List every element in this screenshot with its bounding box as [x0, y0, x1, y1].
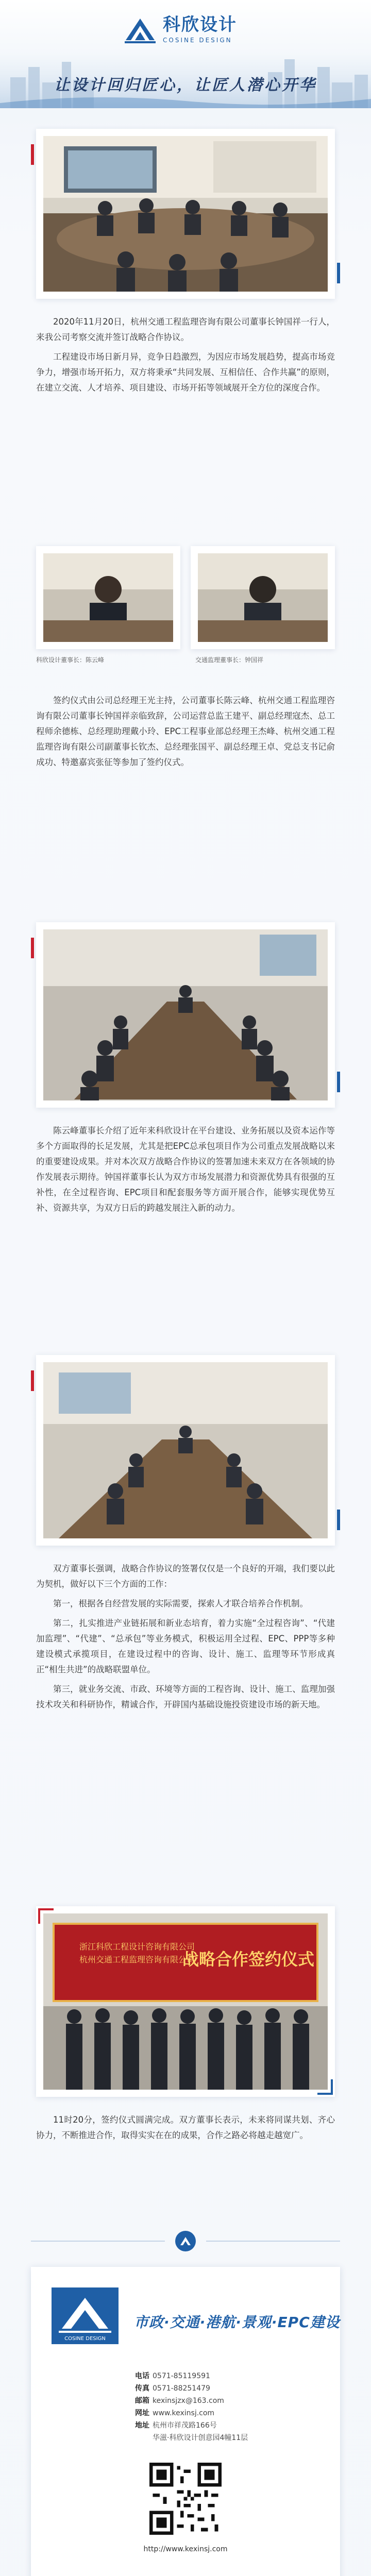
brand-name-cn: 科欣设计: [163, 14, 237, 35]
paragraph: 陈云峰董事长介绍了近年来科欣设计在平台建设、业务拓展以及资本运作等多个方面取得的长足发展，尤其是把EPC总承包项目作为公司重点发展战略以来的重要建设成果。并对本次双方战略合作协议的签署加速未来双方在各领域的协作发展表示期待。钟国祥董事长认为双方市场发展潜力和资源优势具有很强的互补性，在全过程咨询、EPC项目和配套服务等方面开展合作，能够实现优势互补、资源共享，为双方日后的跨越发展注入新的动力。: [36, 1126, 335, 1213]
contact-label: 网址: [135, 2409, 149, 2417]
signing-ceremony-illustration: [43, 1913, 328, 2090]
paragraph: 签约仪式由公司总经理王光主持，公司董事长陈云峰、杭州交通工程监理咨询有限公司董事长钟国祥亲临致辞，公司运营总监王建平、副总经理寇杰、总工程师余德栋、总经理助理戴小玲、EPC工程事业部总经理王杰峰、杭州交通工程监理咨询有限公司副董事长钦杰、总经理张国平、副总经理王卓、党总支书记俞成功、特邀嘉宾张征等参加了签约仪式。: [36, 696, 335, 767]
meeting-room-photo: [43, 136, 328, 292]
contact-value: 杭州市祥茂路166号: [153, 2421, 217, 2430]
accent-bar: [337, 1510, 340, 1530]
header-banner: [0, 0, 371, 108]
contact-value: 0571-88251479: [153, 2384, 210, 2393]
footer-tagline: 市政·交通·港航·景观·EPC建设: [134, 2314, 340, 2331]
paragraph: 11时20分，签约仪式圆满完成。双方董事长表示，未来将同谋共划、齐心协力，不断推进合作，取得实实在在的成果，合作之路必将越走越宽广。: [36, 2115, 335, 2140]
portrait-illustration: [43, 553, 173, 642]
paragraph-group-4: [36, 1561, 335, 1717]
accent-bar: [31, 938, 34, 958]
portrait-captions: [36, 655, 335, 664]
photo-card-2: [36, 922, 335, 1108]
paragraph: 第二，扎实推进产业链拓展和新业态培育，着力实施“全过程咨询”、“代建加监理”、“代建”、“总承包”等业务模式，积极运用全过程、EPC、PPP等多种建设模式承揽项目，在建设过程中的咨询、设计、施工、监理等环节形成真正“相生共进”的战略联盟单位。: [36, 1618, 335, 1674]
portrait-photo: [198, 553, 328, 642]
paragraph: 第一，根据各自经营发展的实际需要，探索人才联合培养合作机制。: [53, 1599, 308, 1608]
banner-title: 战略合作签约仪式: [182, 1950, 315, 1969]
contact-row-email: [113, 2395, 319, 2407]
portrait-card-right: [191, 546, 335, 649]
paragraph-group-2: [36, 693, 335, 774]
portrait-card-left: [36, 546, 180, 649]
contact-value[interactable]: 0571-85119591: [153, 2372, 210, 2380]
divider-badge: [175, 2231, 196, 2251]
brand-mini-icon: [179, 2236, 192, 2246]
long-table-illustration: [43, 1362, 328, 1538]
photo-card-3: [36, 1355, 335, 1546]
accent-bar: [337, 1072, 340, 1092]
contact-info: [113, 2370, 319, 2444]
accent-bar: [31, 1370, 34, 1391]
signing-ceremony-photo: [43, 1913, 328, 2090]
accent-bar: [31, 144, 34, 165]
banner-line-2: 杭州交通工程监理咨询有限公司: [79, 1955, 195, 1964]
meeting-table-illustration: [43, 929, 328, 1100]
paragraph-group-5: [36, 2112, 335, 2147]
contact-row-address-2: [113, 2432, 319, 2444]
portrait-photo: [43, 553, 173, 642]
contact-row-phone: [113, 2370, 319, 2382]
paragraph-group-1: [36, 314, 335, 400]
brand-logo: [124, 9, 247, 50]
contact-row-address: [113, 2419, 319, 2432]
paragraph-group-3: [36, 1123, 335, 1220]
photo-card-1: [36, 129, 335, 299]
portrait-illustration: [198, 553, 328, 642]
paragraph: 第三，就业务交流、市政、环境等方面的工程咨询、设计、施工、监理加强技术攻关和科研协作，精诚合作，开辟国内基础设施投资建设市场的新天地。: [36, 1684, 335, 1709]
caption-right: 交通监理董事长：钟国祥: [195, 656, 264, 664]
footer-site-url[interactable]: http://www.kexinsj.com: [143, 2545, 228, 2553]
paragraph: 工程建设市场日新月异，竞争日趋激烈，为因应市场发展趋势，提高市场竞争力，增强市场开拓力，双方将秉承“共同发展、互相信任、合作共赢”的原则，在建立交流、人才培养、项目建设、市场开拓等领域展开全方位的深度合作。: [36, 352, 335, 393]
meeting-table-photo: [43, 929, 328, 1100]
footer-card: [31, 2267, 340, 2576]
brand-slogan: 让设计回归匠心，让匠人潜心开华: [54, 76, 317, 94]
paragraph: 2020年11月20日，杭州交通工程监理咨询有限公司董事长钟国祥一行人，来我公司考察交流并签订战略合作协议。: [36, 317, 335, 342]
qr-code-icon[interactable]: [149, 2463, 222, 2535]
paragraph: 双方董事长强调，战略合作协议的签署仅仅是一个良好的开端，我们要以此为契机，做好以下三个方面的工作：: [36, 1564, 335, 1589]
contact-value[interactable]: kexinsjzx@163.com: [153, 2397, 224, 2405]
brand-name-en: COSINE DESIGN: [163, 37, 232, 44]
brand-logo-icon: [124, 15, 157, 44]
banner-line-1: 浙江科欣工程设计咨询有限公司: [79, 1942, 195, 1952]
contact-row-fax: [113, 2382, 319, 2395]
contact-label: 电话: [135, 2372, 149, 2380]
long-table-photo: [43, 1362, 328, 1538]
contact-row-website: [113, 2407, 319, 2419]
section-divider: [0, 2231, 371, 2251]
divider-line: [31, 2241, 165, 2242]
contact-value[interactable]: www.kexinsj.com: [153, 2409, 215, 2417]
contact-value: 华滋·科欣设计创意园4幢11层: [153, 2434, 248, 2442]
accent-bar: [337, 263, 340, 283]
contact-label: 邮箱: [135, 2397, 149, 2405]
contact-label: 传真: [135, 2384, 149, 2393]
contact-label: 地址: [135, 2421, 149, 2430]
meeting-room-illustration: [43, 136, 328, 292]
footer-logo-text: COSINE DESIGN: [64, 2336, 106, 2342]
footer-logo-icon: [52, 2287, 119, 2344]
divider-line: [206, 2241, 340, 2242]
contact-label: [113, 2432, 149, 2444]
photo-card-4: [36, 1906, 335, 2097]
caption-left: 科欣设计董事长：陈云峰: [36, 656, 105, 664]
